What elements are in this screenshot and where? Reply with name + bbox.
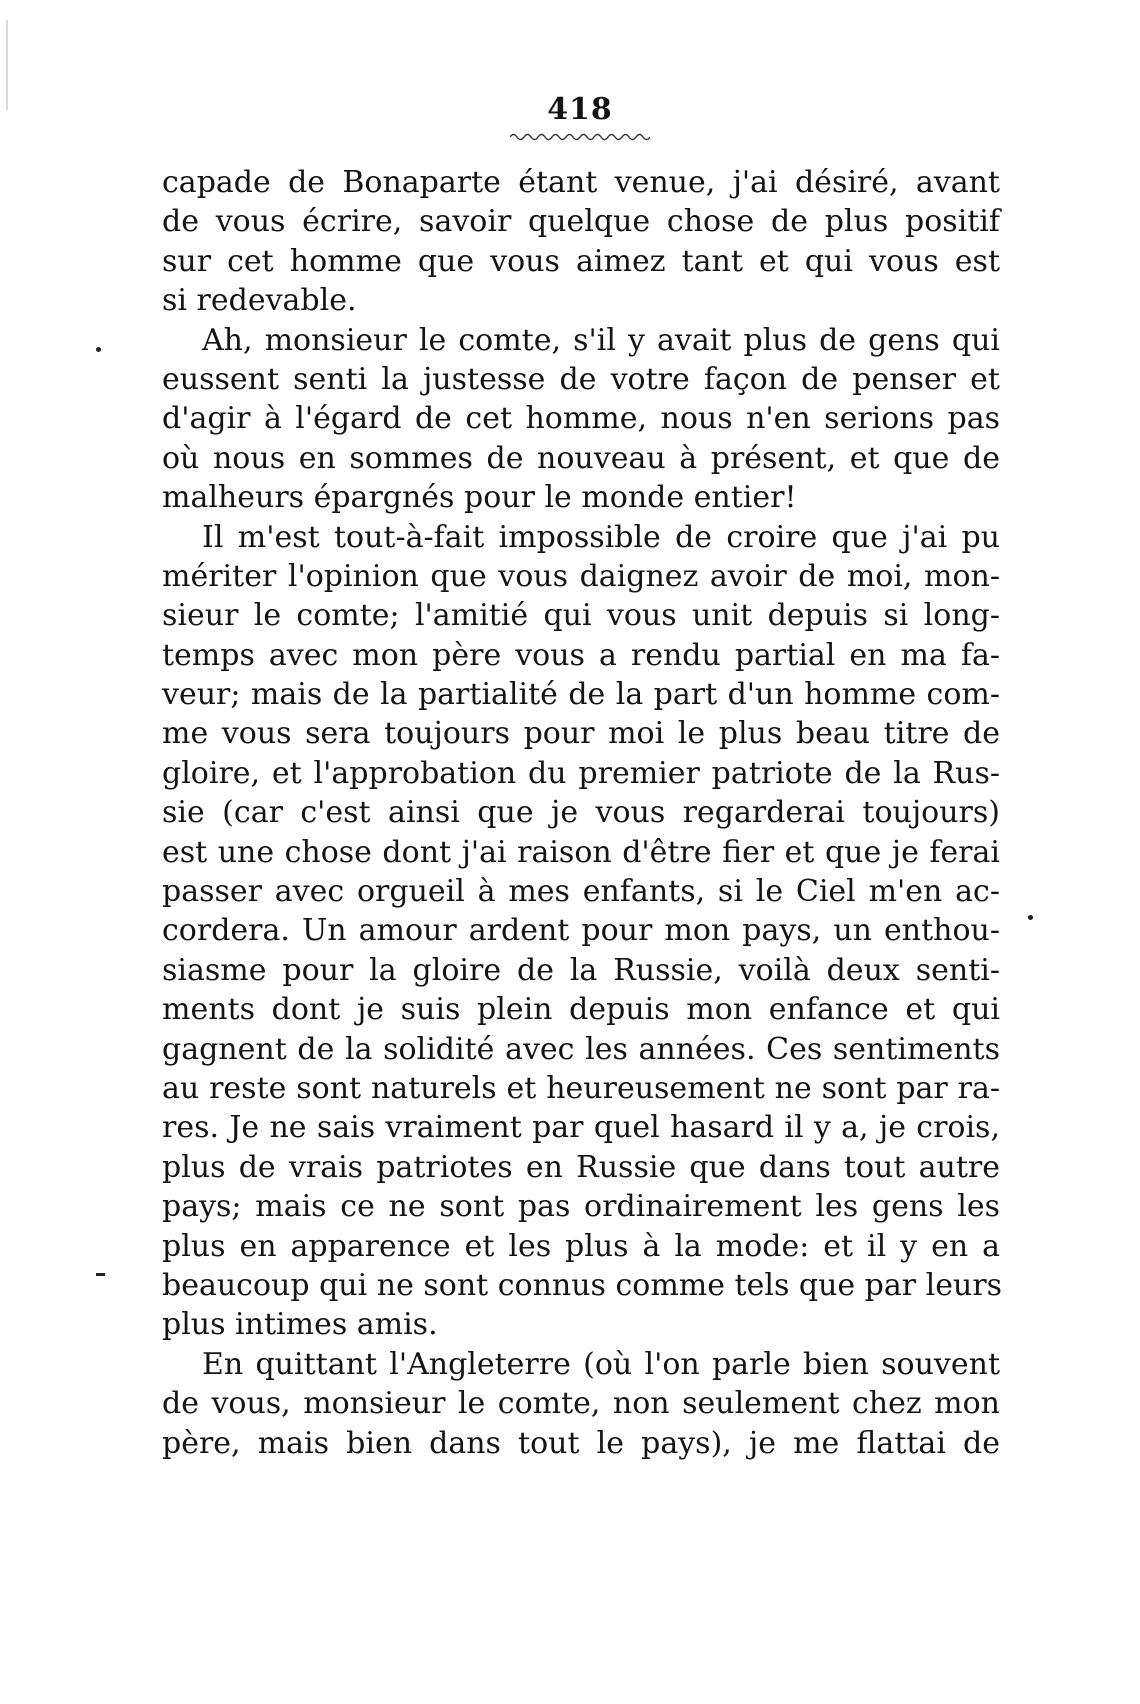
- text-line: veur; mais de la partialité de la part d'un homme com-: [162, 677, 1000, 713]
- body-text: [162, 163, 1003, 1463]
- text-line: où nous en sommes de nouveau à présent, et que de: [162, 440, 1000, 476]
- page-number: 418: [547, 92, 613, 127]
- scan-edge-mark: [6, 20, 8, 110]
- text-line: sieur le comte; l'amitié qui vous unit depuis si long-: [162, 598, 1000, 634]
- margin-dot: [96, 347, 101, 352]
- text-line: gloire, et l'approbation du premier patriote de la Rus-: [162, 755, 1000, 791]
- text-line: de vous écrire, savoir quelque chose de plus positif: [162, 204, 1000, 240]
- text-line: passer avec orgueil à mes enfants, si le Ciel m'en ac-: [162, 874, 1000, 910]
- text-line: cordera. Un amour ardent pour mon pays, un enthou-: [162, 913, 1000, 949]
- text-line: beaucoup qui ne sont connus comme tels que par leurs: [162, 1267, 1003, 1303]
- text-line: Il m'est tout-à-fait impossible de croire que j'ai pu: [202, 519, 1000, 555]
- text-line: sur cet homme que vous aimez tant et qui vous est: [162, 243, 1000, 279]
- text-line: gagnent de la solidité avec les années. Ces sentiments: [162, 1031, 1000, 1067]
- wavy-ornament: [510, 128, 650, 142]
- text-line: mériter l'opinion que vous daignez avoir de moi, mon-: [162, 558, 1000, 594]
- text-line: En quittant l'Angleterre (où l'on parle bien souvent: [202, 1346, 1000, 1382]
- text-line: eussent senti la justesse de votre façon de penser et: [162, 361, 1000, 397]
- text-line: ments dont je suis plein depuis mon enfance et qui: [162, 992, 1000, 1028]
- text-line: res. Je ne sais vraiment par quel hasard il y a, je crois,: [162, 1110, 1000, 1146]
- text-line: si redevable.: [162, 283, 357, 319]
- text-line: père, mais bien dans tout le pays), je me flattai de: [162, 1425, 1000, 1461]
- text-line: capade de Bonaparte étant venue, j'ai désiré, avant: [162, 165, 1000, 200]
- margin-dot: [1028, 915, 1033, 920]
- text-line: temps avec mon père vous a rendu partial en ma fa-: [162, 637, 1000, 673]
- text-line: pays; mais ce ne sont pas ordinairement les gens les: [162, 1189, 1000, 1225]
- text-line: plus intimes amis.: [162, 1307, 438, 1343]
- text-line: Ah, monsieur le comte, s'il y avait plus de gens qui: [202, 322, 1000, 358]
- text-line: me vous sera toujours pour moi le plus beau titre de: [162, 716, 1000, 752]
- text-line: d'agir à l'égard de cet homme, nous n'en serions pas: [162, 401, 1000, 437]
- text-line: au reste sont naturels et heureusement ne sont par ra-: [162, 1070, 1000, 1106]
- margin-dash: [96, 1273, 105, 1276]
- text-line: siasme pour la gloire de la Russie, voilà deux senti-: [162, 952, 1000, 988]
- text-line: est une chose dont j'ai raison d'être fier et que je ferai: [162, 834, 1000, 870]
- text-line: plus en apparence et les plus à la mode: et il y en a: [162, 1228, 1000, 1264]
- text-line: plus de vrais patriotes en Russie que dans tout autre: [162, 1149, 1000, 1185]
- text-line: sie (car c'est ainsi que je vous regarderai toujours): [162, 795, 1000, 831]
- text-line: malheurs épargnés pour le monde entier!: [162, 480, 797, 516]
- text-line: de vous, monsieur le comte, non seulement chez mon: [162, 1386, 1000, 1422]
